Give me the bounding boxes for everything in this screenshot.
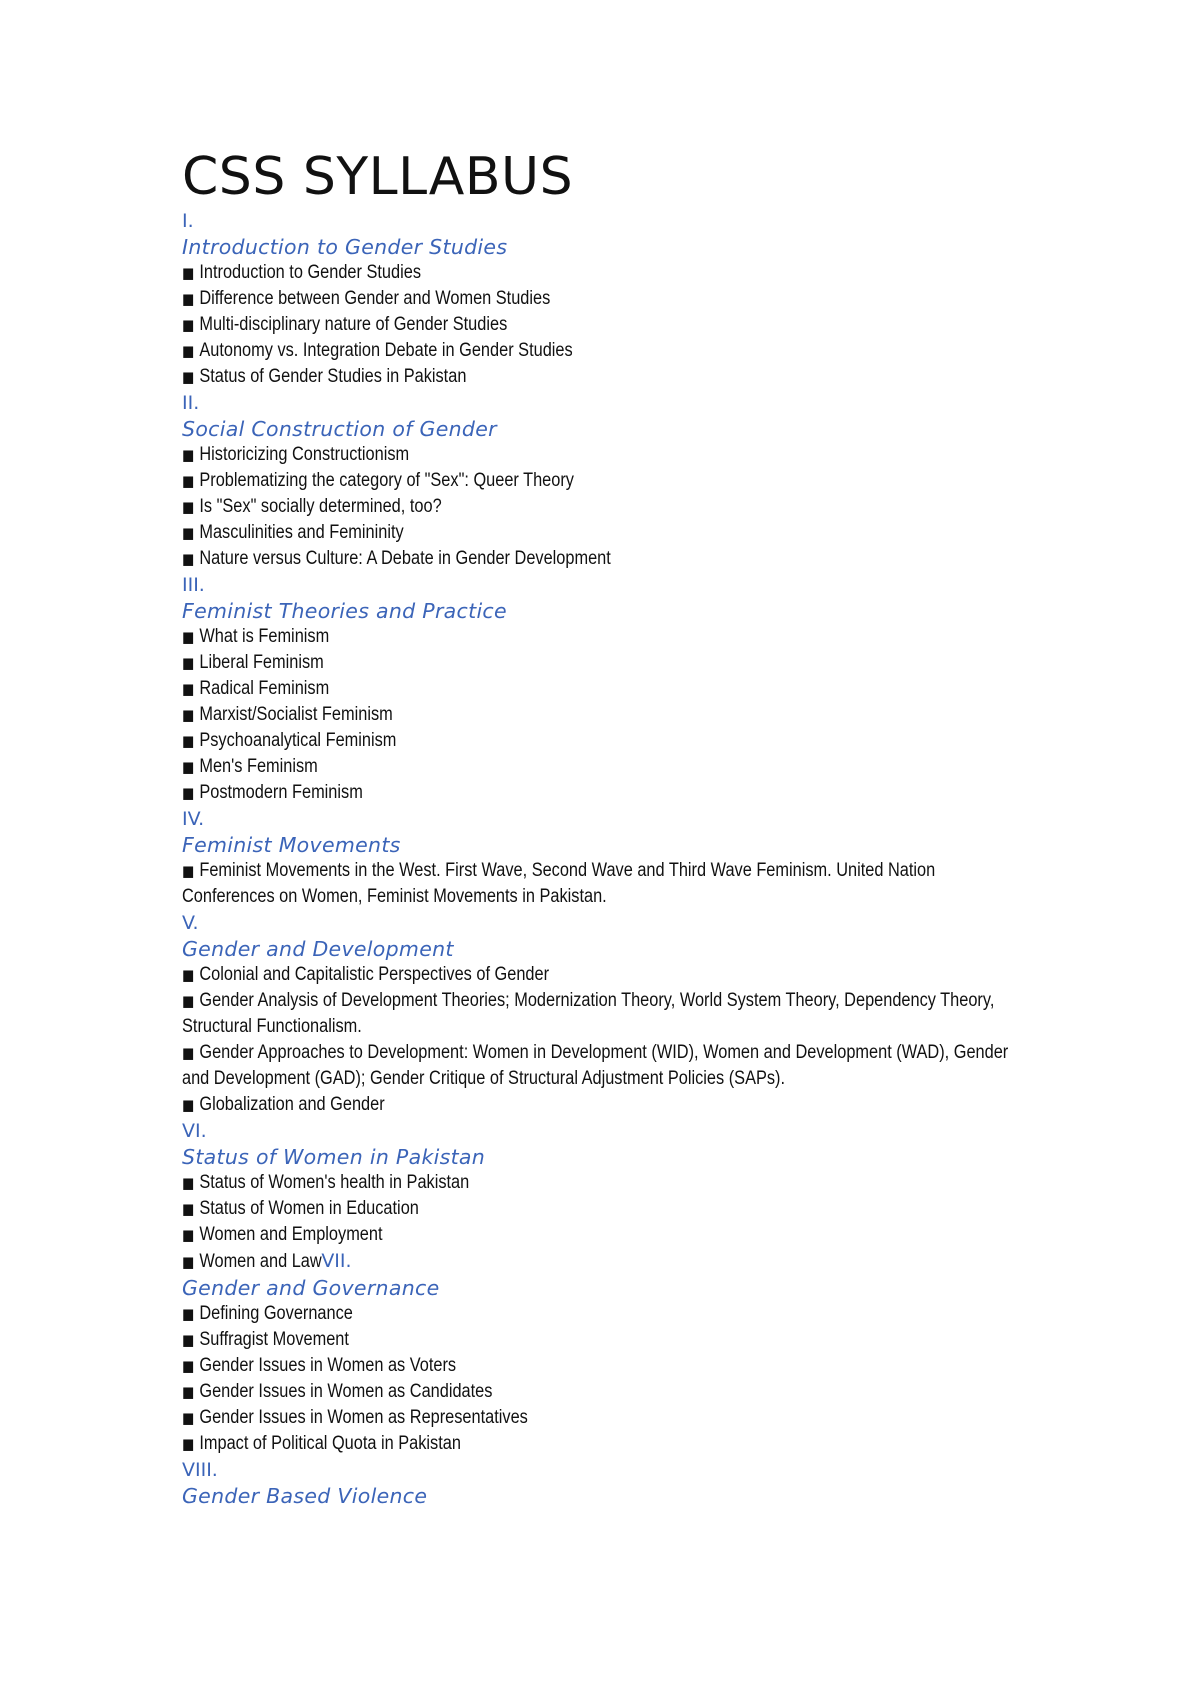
syllabus-item-text: Feminist Movements in the West. First Wave, Second Wave and Third Wave Feminism. United Nation Conferences on Women, Feminist Movements in Pakistan. (182, 860, 936, 907)
syllabus-item-text: Historicizing Constructionism (199, 444, 410, 465)
syllabus-item (182, 468, 1012, 494)
square-bullet-icon: ■ (182, 1435, 195, 1453)
syllabus-item (182, 1431, 1012, 1457)
square-bullet-icon: ■ (182, 446, 195, 464)
syllabus-item-text: Impact of Political Quota in Pakistan (199, 1433, 461, 1454)
syllabus-item (182, 702, 1012, 728)
square-bullet-icon: ■ (182, 290, 195, 308)
syllabus-item-text: Colonial and Capitalistic Perspectives of Gender (199, 964, 550, 985)
section-heading: Gender and Development (182, 937, 454, 961)
syllabus-item-text: Masculinities and Femininity (199, 522, 404, 543)
syllabus-item-text: Difference between Gender and Women Studies (199, 288, 551, 309)
syllabus-item (182, 312, 1012, 338)
square-bullet-icon: ■ (182, 628, 195, 646)
syllabus-item-text: Status of Gender Studies in Pakistan (199, 366, 467, 387)
square-bullet-icon: ■ (182, 1096, 195, 1114)
square-bullet-icon: ■ (182, 966, 195, 984)
syllabus-item-text: Problematizing the category of "Sex": Queer Theory (199, 470, 574, 491)
syllabus-item (182, 988, 1012, 1040)
section-number: VI. (182, 1120, 207, 1142)
syllabus-item-text: Status of Women's health in Pakistan (199, 1172, 470, 1193)
square-bullet-icon: ■ (182, 1253, 195, 1271)
syllabus-item (182, 338, 1012, 364)
syllabus-item-text: Gender Analysis of Development Theories; Modernization Theory, World System Theory, Dependency Theory, Structural Functionalism. (182, 990, 995, 1037)
square-bullet-icon: ■ (182, 368, 195, 386)
syllabus-item-text: Globalization and Gender (199, 1094, 385, 1115)
square-bullet-icon: ■ (182, 316, 195, 334)
syllabus-item (182, 520, 1012, 546)
syllabus-item (182, 364, 1012, 390)
syllabus-section (182, 208, 1012, 390)
syllabus-item (182, 1170, 1012, 1196)
square-bullet-icon: ■ (182, 550, 195, 568)
square-bullet-icon: ■ (182, 342, 195, 360)
section-heading: Gender Based Violence (182, 1484, 428, 1508)
syllabus-item-text: Postmodern Feminism (199, 782, 363, 803)
syllabus-item (182, 624, 1012, 650)
square-bullet-icon: ■ (182, 680, 195, 698)
syllabus-item-text: Gender Issues in Women as Candidates (199, 1381, 493, 1402)
syllabus-sections (182, 208, 1012, 1509)
syllabus-section (182, 390, 1012, 572)
syllabus-item (182, 780, 1012, 806)
document-page (182, 146, 1012, 1509)
syllabus-item-text: Status of Women in Education (199, 1198, 419, 1219)
syllabus-section (182, 572, 1012, 806)
square-bullet-icon: ■ (182, 862, 195, 880)
square-bullet-icon: ■ (182, 1226, 195, 1244)
syllabus-item (182, 1222, 1012, 1248)
square-bullet-icon: ■ (182, 992, 195, 1010)
syllabus-item (182, 1405, 1012, 1431)
syllabus-item (182, 1092, 1012, 1118)
square-bullet-icon: ■ (182, 1409, 195, 1427)
square-bullet-icon: ■ (182, 758, 195, 776)
syllabus-item-text: Women and Law (199, 1251, 322, 1272)
syllabus-item-text: Psychoanalytical Feminism (199, 730, 397, 751)
syllabus-item-text: Autonomy vs. Integration Debate in Gender Studies (199, 340, 573, 361)
syllabus-item-text: Defining Governance (199, 1303, 353, 1324)
section-number: IV. (182, 808, 205, 830)
section-number: I. (182, 210, 194, 232)
section-heading: Status of Women in Pakistan (182, 1145, 486, 1169)
square-bullet-icon: ■ (182, 654, 195, 672)
syllabus-item (182, 1327, 1012, 1353)
syllabus-item (182, 494, 1012, 520)
square-bullet-icon: ■ (182, 472, 195, 490)
syllabus-item-text: Gender Issues in Women as Representatives (199, 1407, 528, 1428)
syllabus-item-text: What is Feminism (199, 626, 330, 647)
syllabus-item (182, 1353, 1012, 1379)
square-bullet-icon: ■ (182, 1331, 195, 1349)
square-bullet-icon: ■ (182, 706, 195, 724)
section-heading: Feminist Movements (182, 833, 401, 857)
syllabus-item-text: Radical Feminism (199, 678, 330, 699)
syllabus-item-text: Women and Employment (199, 1224, 383, 1245)
square-bullet-icon: ■ (182, 1174, 195, 1192)
syllabus-item (182, 728, 1012, 754)
syllabus-section (182, 910, 1012, 1118)
syllabus-item-text: Suffragist Movement (199, 1329, 349, 1350)
syllabus-item (182, 858, 1012, 910)
square-bullet-icon: ■ (182, 1044, 195, 1062)
square-bullet-icon: ■ (182, 784, 195, 802)
syllabus-item (182, 754, 1012, 780)
syllabus-item (182, 442, 1012, 468)
section-heading: Gender and Governance (182, 1276, 440, 1300)
syllabus-item-text: Introduction to Gender Studies (199, 262, 421, 283)
syllabus-item (182, 1196, 1012, 1222)
square-bullet-icon: ■ (182, 1357, 195, 1375)
section-number: VIII. (182, 1459, 218, 1481)
syllabus-section (182, 1457, 1012, 1509)
syllabus-item-text: Multi-disciplinary nature of Gender Studies (199, 314, 508, 335)
syllabus-section (182, 1118, 1012, 1275)
document-title: CSS SYLLABUS (182, 147, 574, 207)
square-bullet-icon: ■ (182, 1200, 195, 1218)
square-bullet-icon: ■ (182, 498, 195, 516)
section-heading: Feminist Theories and Practice (182, 599, 507, 623)
square-bullet-icon: ■ (182, 524, 195, 542)
syllabus-item (182, 1040, 1012, 1092)
syllabus-item-text: Men's Feminism (199, 756, 318, 777)
syllabus-item-text: Gender Approaches to Development: Women in Development (WID), Women and Development (WAD), Gender and Development (GAD); Gender Critique of Structural Adjustment Policies (SAPs). (182, 1042, 1009, 1089)
syllabus-item (182, 1301, 1012, 1327)
square-bullet-icon: ■ (182, 264, 195, 282)
syllabus-item (182, 546, 1012, 572)
section-number: III. (182, 574, 205, 596)
section-heading: Introduction to Gender Studies (182, 235, 508, 259)
syllabus-item (182, 1248, 1012, 1275)
square-bullet-icon: ■ (182, 732, 195, 750)
syllabus-section (182, 806, 1012, 910)
syllabus-item (182, 260, 1012, 286)
syllabus-item-text: Nature versus Culture: A Debate in Gender Development (199, 548, 611, 569)
syllabus-item (182, 650, 1012, 676)
section-heading: Social Construction of Gender (182, 417, 497, 441)
syllabus-item-text: Liberal Feminism (199, 652, 324, 673)
square-bullet-icon: ■ (182, 1305, 195, 1323)
syllabus-section (182, 1275, 1012, 1457)
syllabus-item-text: Gender Issues in Women as Voters (199, 1355, 457, 1376)
section-number: VII. (321, 1250, 352, 1272)
syllabus-item-text: Is "Sex" socially determined, too? (199, 496, 442, 517)
syllabus-item-text: Marxist/Socialist Feminism (199, 704, 393, 725)
syllabus-item (182, 962, 1012, 988)
section-number: V. (182, 912, 199, 934)
syllabus-item (182, 286, 1012, 312)
syllabus-item (182, 676, 1012, 702)
square-bullet-icon: ■ (182, 1383, 195, 1401)
syllabus-item (182, 1379, 1012, 1405)
section-number: II. (182, 392, 200, 414)
